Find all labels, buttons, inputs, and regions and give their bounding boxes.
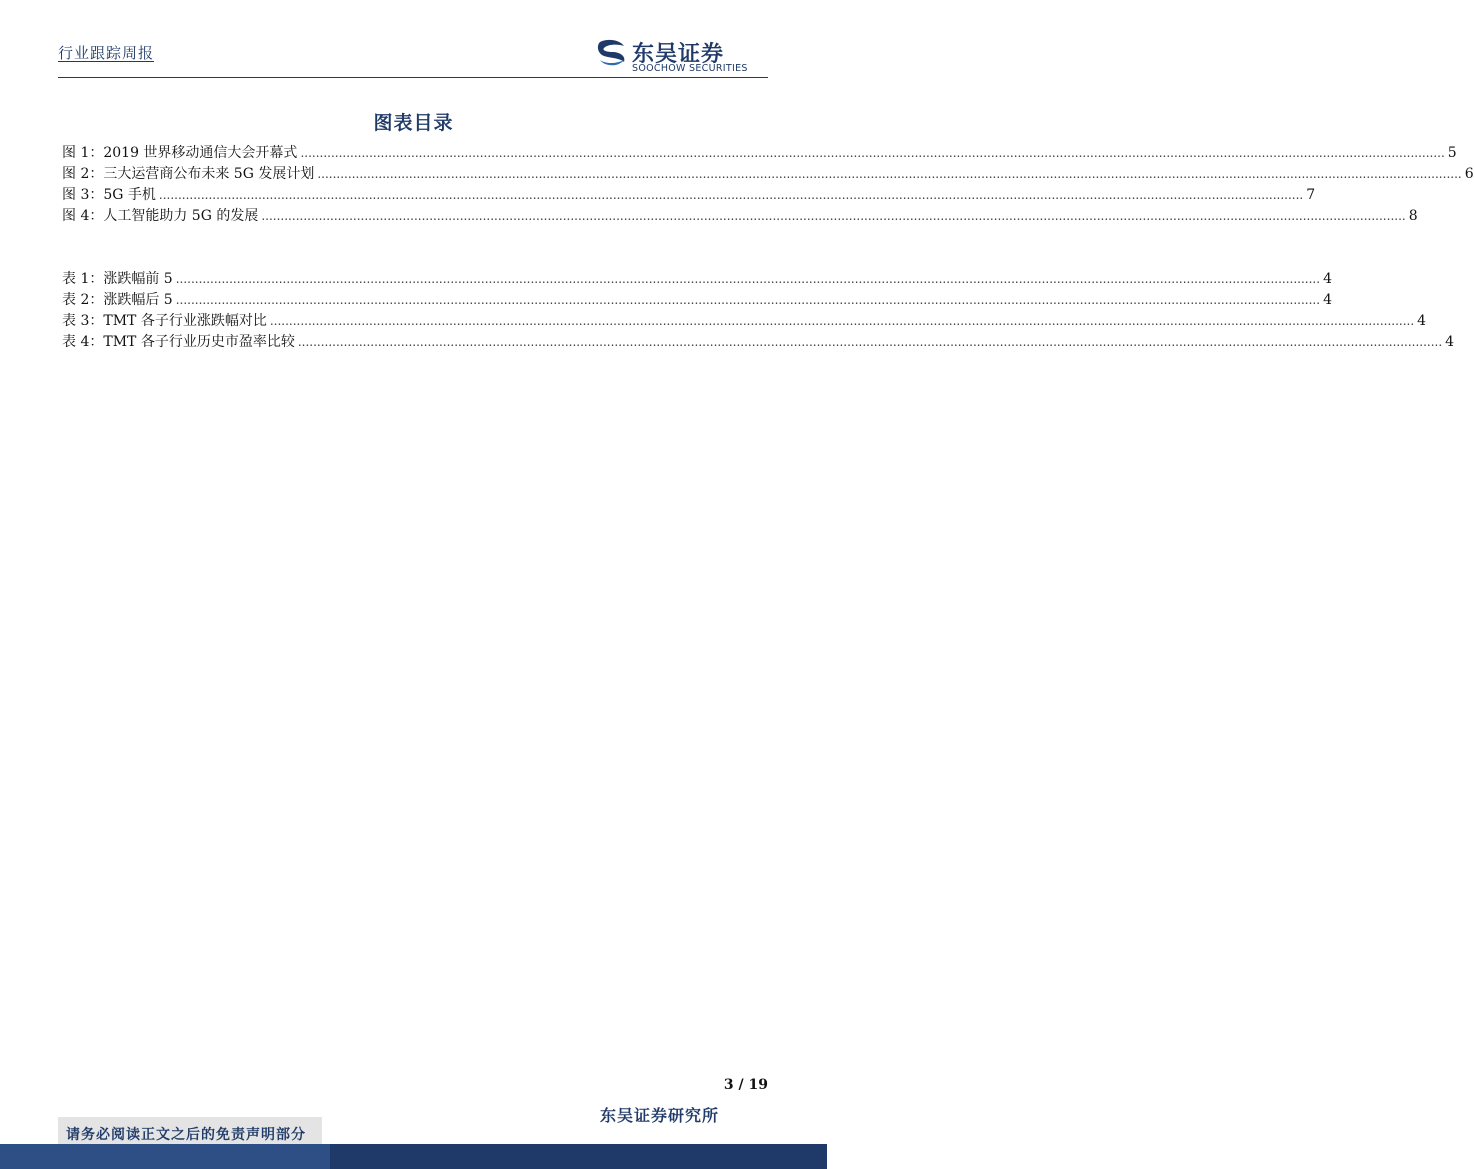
toc-entry-page: 4 <box>1445 334 1455 350</box>
toc-entry-label: 表 1：涨跌幅前 5 <box>62 271 173 287</box>
logo-chinese-name: 东吴证券 <box>632 42 725 67</box>
toc-entry-label: 图 4：人工智能助力 5G 的发展 <box>62 208 259 224</box>
toc-leader-dots: ............................................................................................................................................................................................................................................................................................................ <box>297 335 1443 349</box>
disclaimer-text: 请务必阅读正文之后的免责声明部分 <box>66 1127 306 1143</box>
header-divider <box>58 77 768 78</box>
toc-entry-label: 表 4：TMT 各子行业历史市盈率比较 <box>62 334 295 350</box>
toc-leader-dots: ............................................................................................................................................................................................................................................................................................................ <box>175 293 1321 307</box>
toc-entry[interactable] <box>62 269 1332 290</box>
toc-leader-dots: ............................................................................................................................................................................................................................................................................................................ <box>300 146 1445 160</box>
toc-entry[interactable] <box>62 143 1457 164</box>
toc-leader-dots: ............................................................................................................................................................................................................................................................................................................ <box>261 209 1406 223</box>
toc-leader-dots: ............................................................................................................................................................................................................................................................................................................ <box>269 314 1415 328</box>
toc-entry-page: 4 <box>1417 313 1427 329</box>
logo-mark-icon <box>596 38 628 72</box>
toc-entry-label: 图 3：5G 手机 <box>62 187 156 203</box>
institute-name: 东吴证券研究所 <box>600 1106 720 1125</box>
figure-list <box>62 143 1474 227</box>
toc-entry-page: 5 <box>1447 145 1457 161</box>
toc-entry-label: 表 3：TMT 各子行业涨跌幅对比 <box>62 313 267 329</box>
company-logo <box>596 38 766 74</box>
toc-leader-dots: ............................................................................................................................................................................................................................................................................................................ <box>175 272 1321 286</box>
toc-entry-page: 7 <box>1306 187 1316 203</box>
page-number: 3 / 19 <box>723 1077 768 1093</box>
toc-leader-dots: ............................................................................................................................................................................................................................................................................................................ <box>158 188 1304 202</box>
toc-entry[interactable] <box>62 311 1427 332</box>
toc-entry[interactable] <box>62 332 1455 353</box>
toc-entry[interactable] <box>62 164 1474 185</box>
logo-english-name: SOOCHOW SECURITIES <box>632 63 748 74</box>
toc-entry-page: 4 <box>1323 271 1332 287</box>
toc-title: 图表目录 <box>373 112 454 134</box>
table-list <box>62 269 1455 353</box>
toc-entry[interactable] <box>62 206 1418 227</box>
report-type-label: 行业跟踪周报 <box>58 44 155 62</box>
toc-entry[interactable] <box>62 290 1332 311</box>
toc-entry-page: 6 <box>1464 166 1474 182</box>
toc-entry-label: 图 1：2019 世界移动通信大会开幕式 <box>62 145 298 161</box>
toc-leader-dots: ............................................................................................................................................................................................................................................................................................................ <box>317 167 1462 181</box>
toc-entry-label: 图 2：三大运营商公布未来 5G 发展计划 <box>62 166 315 182</box>
toc-entry-page: 8 <box>1408 208 1418 224</box>
toc-entry-label: 表 2：涨跌幅后 5 <box>62 292 173 308</box>
toc-entry-page: 4 <box>1323 292 1332 308</box>
footer-bar-accent <box>0 1144 330 1169</box>
toc-entry[interactable] <box>62 185 1316 206</box>
